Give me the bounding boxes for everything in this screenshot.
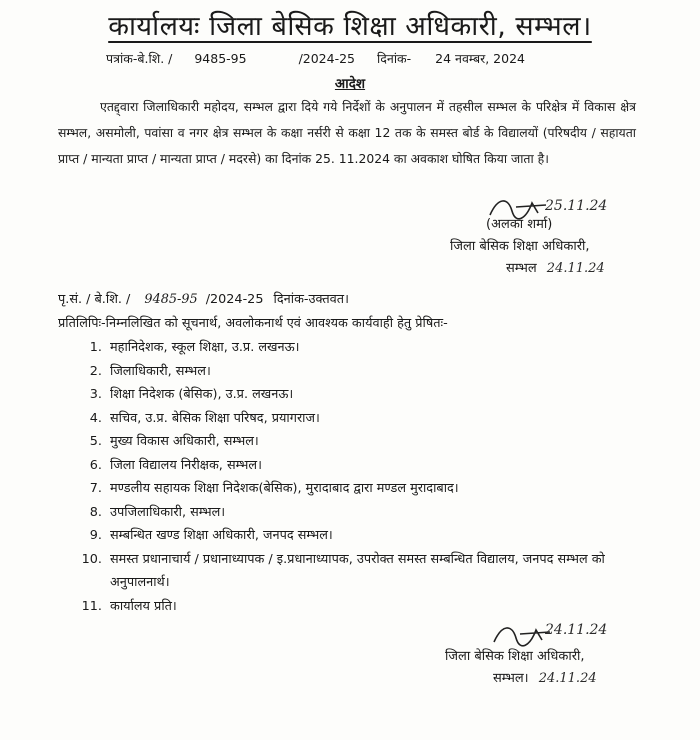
copy-list-item xyxy=(58,430,638,454)
reference-line xyxy=(106,50,640,67)
signatory2-handwritten-date: 24.11.24 xyxy=(538,671,597,686)
copy-list-item xyxy=(58,360,638,384)
copy-list-number: 6. xyxy=(89,457,102,473)
signatory-place-text: सम्भल xyxy=(506,261,537,276)
signatory2-designation: जिला बेसिक शिक्षा अधिकारी, xyxy=(445,649,585,664)
reference-date: 24 नवम्बर, 2024 xyxy=(435,51,525,66)
endorsement-prefix: पृ.सं. / बे.शि. / xyxy=(58,292,131,307)
reference-date-label: दिनांक- xyxy=(377,51,412,66)
signatory-handwritten-date: 24.11.24 xyxy=(546,261,605,276)
copy-list-text: सचिव, उ.प्र. बेसिक शिक्षा परिषद, प्रयागराज। xyxy=(110,410,320,426)
copy-recipient-list xyxy=(58,336,638,618)
copy-list-text: सम्बन्धित खण्ड शिक्षा अधिकारी, जनपद सम्भल। xyxy=(110,528,333,543)
copy-list-text: मण्डलीय सहायक शिक्षा निदेशक(बेसिक), मुरादाबाद द्वारा मण्डल मुरादाबाद। xyxy=(110,481,459,496)
endorsement-ref-line xyxy=(58,288,658,312)
copy-list-text: महानिदेशक, स्कूल शिक्षा, उ.प्र. लखनऊ। xyxy=(110,340,300,355)
copy-list-item xyxy=(58,407,638,431)
endorsement-year: /2024-25 xyxy=(205,292,264,307)
copy-list-number: 3. xyxy=(89,387,102,402)
copy-list-item xyxy=(58,454,638,478)
reference-year: /2024-25 xyxy=(298,51,356,66)
endorsement-date: दिनांक-उक्तवत। xyxy=(273,292,349,307)
copy-list-item xyxy=(58,548,638,595)
copy-list-number: 8. xyxy=(89,504,102,520)
copy-to-line: प्रतिलिपिः-निम्नलिखित को सूचनार्थ, अवलोकनार्थ एवं आवश्यक कार्यवाही हेतु प्रेषितः- xyxy=(58,316,448,331)
signatory-block-1 xyxy=(450,214,650,280)
copy-list-item xyxy=(58,477,638,501)
copy-list-item xyxy=(58,383,638,407)
copy-list-item xyxy=(58,501,638,525)
order-paragraph: एतद्द्वारा जिलाधिकारी महोदय, सम्भल द्वारा दिये गये निर्देशों के अनुपालन में तहसील सम्भल के परिक्षेत्र में विकास क्षेत्र सम्भल, असमोली, पवांसा व नगर क्षेत्र सम्भल के कक्षा नर्सरी से कक्षा 12 तक के समस्त बोर्ड के विद्यालयों (परिषदीय / सहायता प्राप्त / मान्यता प्राप्त / मान्यता प्राप्त / मदरसे) का दिनांक 25. 11.2024 का अवकाश घोषित किया जाता है। xyxy=(58,99,636,166)
copy-list-item xyxy=(58,595,638,619)
copy-list-number: 9. xyxy=(89,528,102,543)
signature-date-handwritten: 25.11.24 xyxy=(545,198,608,214)
signature2-date-handwritten: 24.11.24 xyxy=(545,622,608,638)
endorsement-number-handwritten: 9485-95 xyxy=(144,292,198,307)
signatory2-place xyxy=(493,668,655,690)
signatory-place xyxy=(506,258,650,280)
signatory2-place-text: सम्भल। xyxy=(493,671,529,686)
copy-list-text: जिलाधिकारी, सम्भल। xyxy=(110,363,211,379)
copy-list-number: 4. xyxy=(89,410,102,426)
copy-list-text: शिक्षा निदेशक (बेसिक), उ.प्र. लखनऊ। xyxy=(110,387,294,402)
copy-list-number: 7. xyxy=(89,481,102,496)
copy-list-text: मुख्य विकास अधिकारी, सम्भल। xyxy=(110,434,259,449)
copy-list-number: 5. xyxy=(89,434,102,449)
reference-prefix: पत्रांक-बे.शि. / xyxy=(106,51,173,66)
copy-list-text: कार्यालय प्रति। xyxy=(110,598,177,614)
copy-list-number: 2. xyxy=(89,363,102,379)
copy-list-item xyxy=(58,336,638,360)
office-title: कार्यालयः जिला बेसिक शिक्षा अधिकारी, सम्भल। xyxy=(108,11,592,42)
reference-number: 9485-95 xyxy=(194,51,247,66)
copy-list-number: 11. xyxy=(81,598,102,614)
endorsement-block xyxy=(58,288,658,336)
copy-list-number: 1. xyxy=(89,340,102,355)
signatory-name: (अलका शर्मा) xyxy=(486,217,553,232)
signatory-designation: जिला बेसिक शिक्षा अधिकारी, xyxy=(450,239,590,254)
copy-list-item xyxy=(58,524,638,548)
order-heading: आदेश xyxy=(334,76,366,92)
copy-list-text: समस्त प्रधानाचार्य / प्रधानाध्यापक / इ.प्रधानाध्यापक, उपरोक्त समस्त सम्बन्धित विद्यालय, जनपद सम्भल को अनुपालनार्थ। xyxy=(110,551,605,590)
copy-list-text: उपजिलाधिकारी, सम्भल। xyxy=(110,504,226,520)
copy-list-number: 10. xyxy=(81,551,102,567)
copy-list-text: जिला विद्यालय निरीक्षक, सम्भल। xyxy=(110,457,262,473)
signatory-block-2 xyxy=(445,646,655,690)
